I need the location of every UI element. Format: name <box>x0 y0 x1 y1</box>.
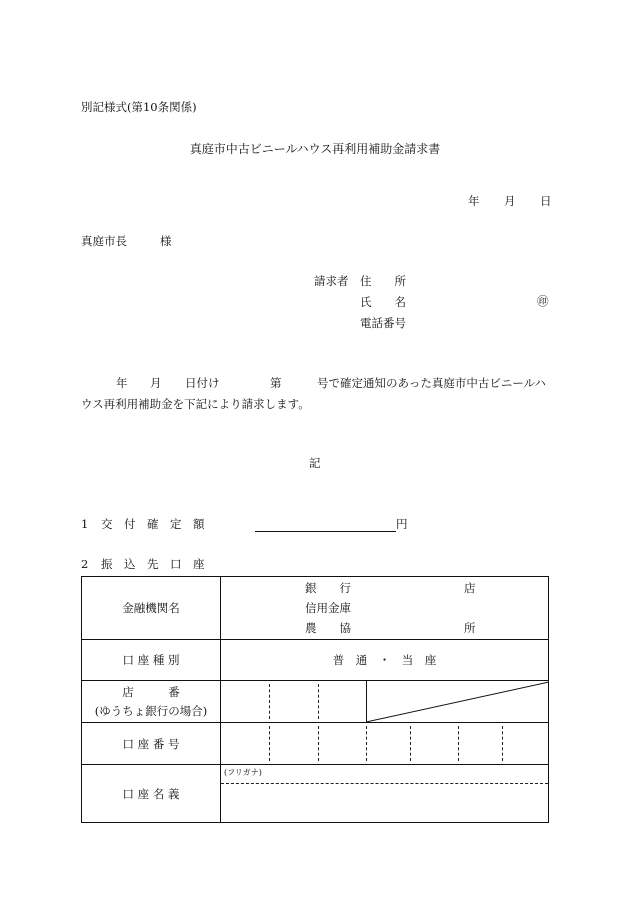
branch-number-row <box>82 681 549 723</box>
requester-role: 請求者 <box>314 274 349 288</box>
date-year: 年 <box>468 194 480 208</box>
bank-name-cell[interactable] <box>221 577 549 640</box>
date-month: 月 <box>504 194 516 208</box>
bank-branch-suffix: 店 <box>464 581 476 595</box>
account-number-row <box>82 723 549 765</box>
body-month: 月 <box>150 376 162 390</box>
bank-type-nokyo: 農 協 <box>305 621 351 635</box>
account-type-options[interactable]: 普 通 ・ 当 座 <box>221 640 549 681</box>
account-name-cell[interactable] <box>221 765 549 823</box>
account-name-label: 口 座 名 義 <box>82 765 221 823</box>
body-line1-rest: 号で確定通知のあった真庭市中古ビニールハ <box>317 376 546 390</box>
account-number-label: 口 座 番 号 <box>82 723 221 765</box>
date-day: 日 <box>540 194 552 208</box>
phone-label: 電話番号 <box>360 316 406 330</box>
account-number-cell[interactable] <box>221 723 549 765</box>
account-digit-divider <box>366 726 367 761</box>
branch-number-cell[interactable] <box>221 681 549 723</box>
account-digit-divider <box>318 726 319 761</box>
item1-label: 交 付 確 定 額 <box>101 517 205 531</box>
body-day: 日付け <box>185 376 220 390</box>
bank-office-suffix: 所 <box>464 621 476 635</box>
branch-number-label: 店 番 <box>122 685 180 700</box>
seal-mark: ㊞ <box>537 294 549 308</box>
item1-number: 1 <box>81 517 89 531</box>
address-label: 住 所 <box>360 274 406 288</box>
item2-number: 2 <box>81 557 89 571</box>
addressee-honorific: 様 <box>160 234 172 248</box>
furigana-divider <box>221 783 548 784</box>
bank-name-label: 金融機関名 <box>82 577 221 640</box>
bank-name-row <box>82 577 549 640</box>
body-year: 年 <box>116 376 128 390</box>
body-dai: 第 <box>270 376 282 390</box>
account-type-label: 口 座 種 別 <box>82 640 221 681</box>
body-line2: ウス再利用補助金を下記により請求します。 <box>81 397 310 411</box>
addressee-name: 真庭市長 <box>81 234 127 248</box>
form-reference: 別記様式(第10条関係) <box>81 100 197 114</box>
furigana-label: (フリガナ) <box>224 768 262 777</box>
ki-heading: 記 <box>309 456 321 470</box>
account-digit-divider <box>502 726 503 761</box>
branch-digit-divider <box>269 684 270 719</box>
branch-digit-divider <box>318 684 319 719</box>
item2-label: 振 込 先 口 座 <box>101 557 205 571</box>
branch-number-label-cell <box>82 681 221 723</box>
account-digit-divider <box>410 726 411 761</box>
void-slash <box>366 681 549 722</box>
account-digit-divider <box>269 726 270 761</box>
document-title: 真庭市中古ビニールハウス再利用補助金請求書 <box>189 142 441 156</box>
account-type-row <box>82 640 549 681</box>
bank-account-table <box>81 576 549 823</box>
name-label: 氏 名 <box>360 295 406 309</box>
branch-number-sublabel: (ゆうちょ銀行の場合) <box>94 703 208 718</box>
account-name-row <box>82 765 549 823</box>
amount-underline <box>255 531 396 532</box>
account-digit-divider <box>458 726 459 761</box>
item1-unit: 円 <box>396 517 408 531</box>
bank-type-bank: 銀 行 <box>305 581 351 595</box>
bank-type-shinkin: 信用金庫 <box>305 601 351 615</box>
